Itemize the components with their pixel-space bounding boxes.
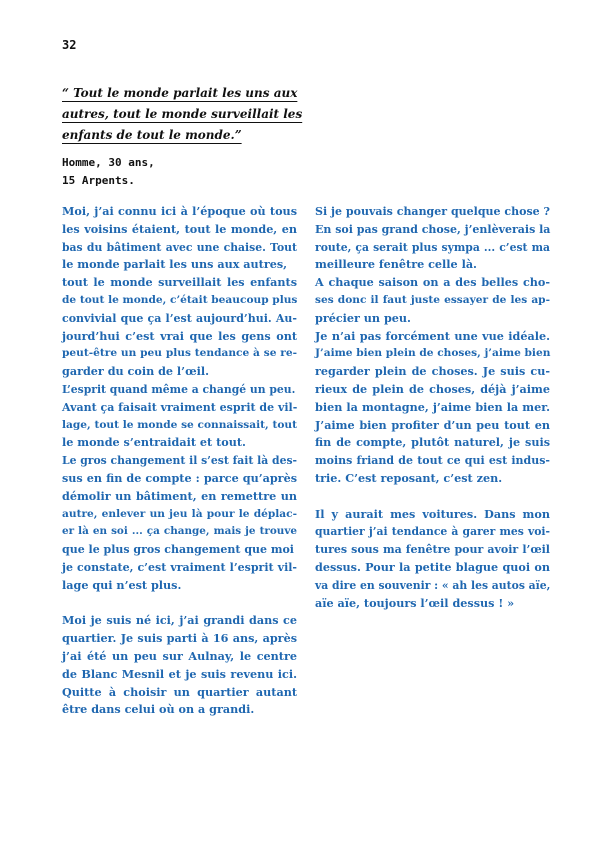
text-line: er là en soi ... ça change, mais je trouve <box>62 525 297 538</box>
quote-line: autres, tout le monde surveillait les <box>62 107 303 121</box>
text-line: Quitte à choisir un quartier autant <box>62 684 297 699</box>
text-line: En soi pas grand chose, j’enlèverais la <box>315 222 551 236</box>
paragraph <box>315 274 550 327</box>
text-line: Si je pouvais changer quelque chose ? <box>315 205 550 218</box>
text-line: les voisins étaient, tout le monde, en <box>62 221 297 236</box>
page-number: 32 <box>62 38 77 52</box>
text-line: A chaque saison on a des belles cho- <box>315 275 550 290</box>
text-line: va dire en souvenir : « ah les autos aïe, <box>315 578 551 592</box>
text-line: ses donc il faut juste essayer de les ap- <box>315 293 550 306</box>
right-column <box>315 203 550 612</box>
text-line: quartier j’ai tendance à garer mes voi- <box>315 525 550 539</box>
text-line: Je n’ai pas forcément une vue idéale. <box>315 328 550 343</box>
text-line: route, ça serait plus sympa ... c’est ma <box>315 240 550 254</box>
text-line: précier un peu. <box>315 310 411 325</box>
text-line: Avant ça faisait vraiment esprit de vil- <box>62 400 298 414</box>
quote-line: enfants de tout le monde.” <box>62 128 242 142</box>
attribution-line: Homme, 30 ans, <box>62 156 155 169</box>
text-line: que le plus gros changement que moi <box>62 543 294 557</box>
paragraph <box>62 381 297 452</box>
text-line: peut-être un peu plus tendance à se re- <box>62 347 297 360</box>
text-line: le monde parlait les uns aux autres, <box>62 257 288 272</box>
text-line: de Blanc Mesnil et je suis revenu ici. <box>62 666 297 681</box>
quote-line: “ Tout le monde parlait les uns aux <box>62 86 298 100</box>
text-line: démolir un bâtiment, en remettre un <box>62 488 297 503</box>
text-line: rieux de plein de choses, déjà j’aime <box>315 381 550 396</box>
text-line: L’esprit quand même a changé un peu. <box>62 382 296 396</box>
left-column <box>62 203 297 719</box>
text-line: quartier. Je suis parti à 16 ans, après <box>62 631 297 646</box>
text-line: tout le monde surveillait les enfants <box>62 275 297 290</box>
pull-quote <box>62 83 302 146</box>
text-line: de tout le monde, c’était beaucoup plus <box>62 293 298 306</box>
text-line: dessus. Pour la petite blague quoi on <box>315 559 550 574</box>
text-line: sus en fin de compte : parce qu’après <box>62 470 297 485</box>
text-line: Moi je suis né ici, j’ai grandi dans ce <box>62 613 297 628</box>
text-line: J’aime bien plein de choses, j’aime bien <box>315 347 551 360</box>
text-line: j’ai été un peu sur Aulnay, le centre <box>62 648 297 663</box>
text-line: lage qui n’est plus. <box>62 577 182 592</box>
attribution <box>62 154 155 190</box>
text-line: garder du coin de l’œil. <box>62 364 209 379</box>
paragraph <box>62 203 297 381</box>
text-line: aïe aïe, toujours l’œil dessus ! » <box>315 595 515 610</box>
paragraph <box>62 452 297 594</box>
text-line: trie. C’est reposant, c’est zen. <box>315 470 503 485</box>
text-line: lage, tout le monde se connaissait, tout <box>62 418 297 431</box>
text-line: Moi, j’ai connu ici à l’époque où tous <box>62 204 297 218</box>
attribution-line: 15 Arpents. <box>62 174 135 187</box>
text-line: bien la montagne, j’aime bien la mer. <box>315 399 550 414</box>
text-line: J’aime bien profiter d’un peu tout en <box>315 417 550 432</box>
text-line: jourd’hui c’est vrai que les gens ont <box>62 328 297 343</box>
text-line: autre, enlever un jeu là pour le déplac- <box>62 507 297 520</box>
paragraph <box>62 612 297 719</box>
text-line: Le gros changement il s’est fait là des- <box>62 454 297 468</box>
text-line: je constate, c’est vraiment l’esprit vil- <box>62 560 297 574</box>
paragraph <box>315 203 550 274</box>
text-line: Il y aurait mes voitures. Dans mon <box>315 506 550 521</box>
text-line: meilleure fenêtre celle là. <box>315 257 477 272</box>
paragraph <box>315 328 550 488</box>
text-line: être dans celui où on a grandi. <box>62 702 255 717</box>
text-line: regarder plein de choses. Je suis cu- <box>315 364 550 379</box>
text-line: fin de compte, plutôt naturel, je suis <box>315 435 550 450</box>
text-line: le monde s’entraidait et tout. <box>62 435 246 450</box>
text-line: bas du bâtiment avec une chaise. Tout <box>62 240 297 254</box>
text-line: tures sous ma fenêtre pour avoir l’œil <box>315 543 550 557</box>
text-line: moins friand de tout ce qui est indus- <box>315 454 550 468</box>
text-line: convivial que ça l’est aujourd’hui. Au- <box>62 311 297 325</box>
paragraph <box>315 506 550 613</box>
